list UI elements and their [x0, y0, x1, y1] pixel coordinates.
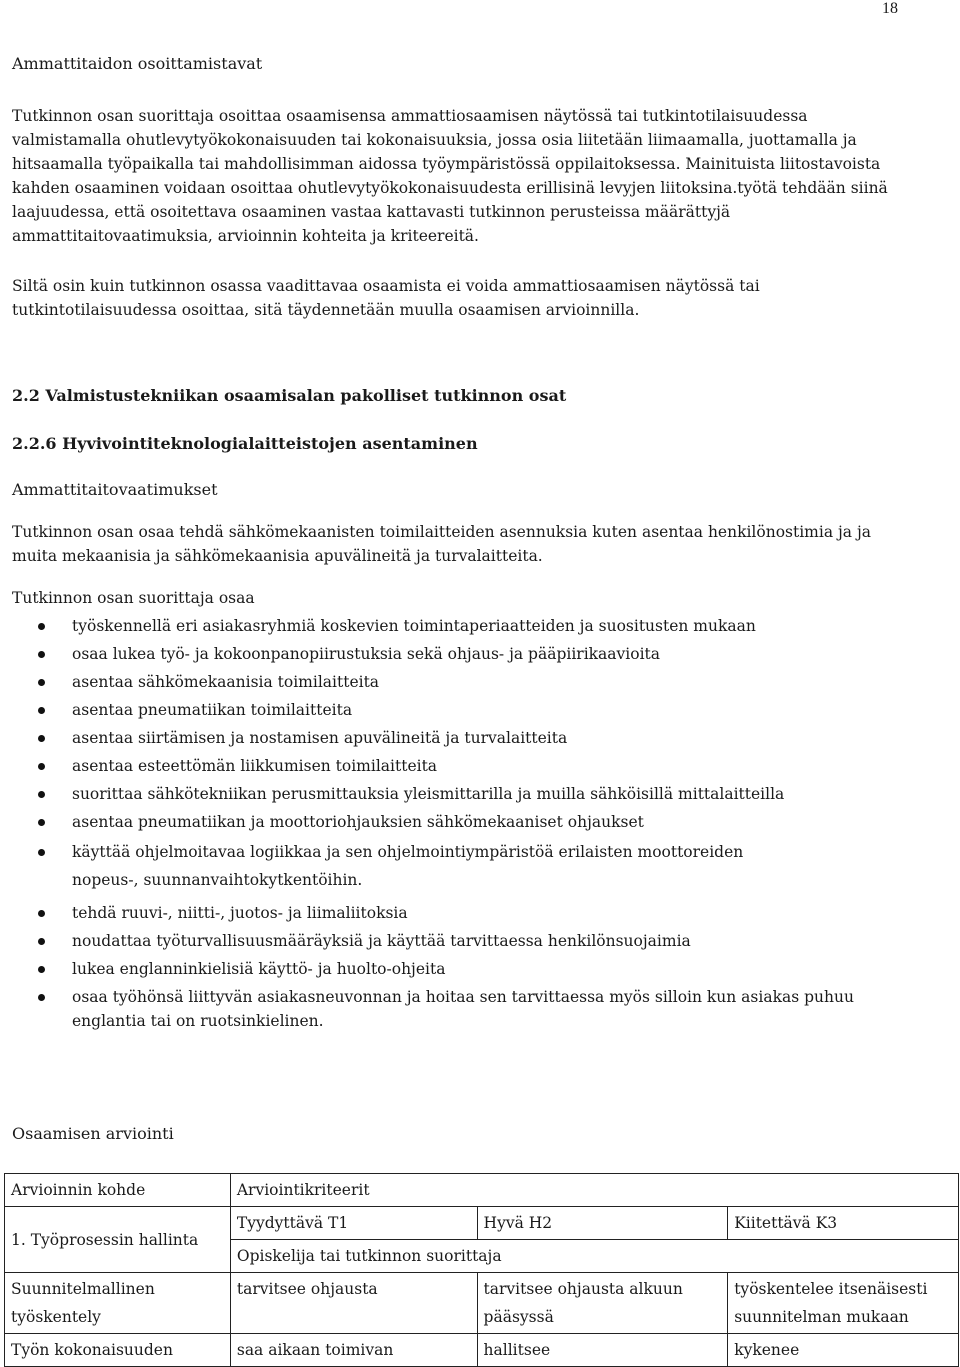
bullet-icon: [38, 651, 45, 658]
table-row: [5, 1273, 959, 1334]
bullet-icon: [38, 819, 45, 826]
table-cell: Suunnitelmallinen työskentely: [5, 1273, 231, 1334]
table-cell-k3: Kiitettävä K3: [728, 1207, 959, 1240]
list-item: työskennellä eri asiakasryhmiä koskevien toimintaperiaatteiden ja suositusten mukaan: [12, 614, 912, 638]
skills-list: [12, 614, 912, 1033]
bullet-icon: [38, 763, 45, 770]
table-subheader: Opiskelija tai tutkinnon suorittaja: [230, 1240, 958, 1273]
table-cell-t1: Tyydyttävä T1: [230, 1207, 477, 1240]
heading-2-2-6: 2.2.6 Hyvivointiteknologialaitteistojen asentaminen: [12, 434, 478, 453]
bullet-icon: [38, 791, 45, 798]
list-item: käyttää ohjelmoitavaa logiikkaa ja sen ohjelmointiympäristöä erilaisten moottoreiden nopeus-, suunnanvaihtokytkentöihin.: [12, 838, 812, 894]
table-cell: saa aikaan toimivan: [230, 1334, 477, 1367]
table-cell: tarvitsee ohjausta alkuun pääsyssä: [477, 1273, 728, 1334]
table-cell: hallitsee: [477, 1334, 728, 1367]
table-cell: tarvitsee ohjausta: [230, 1273, 477, 1334]
bullet-icon: [38, 994, 45, 1001]
table-row: [5, 1334, 959, 1367]
table-cell-h2: Hyvä H2: [477, 1207, 728, 1240]
section-title-ammattitaitovaatimukset: Ammattitaitovaatimukset: [12, 480, 218, 499]
bullet-icon: [38, 707, 45, 714]
document-body: [12, 52, 912, 1033]
heading-2-2: 2.2 Valmistustekniikan osaamisalan pakolliset tutkinnon osat: [12, 386, 567, 405]
paragraph-taydentaminen: Siltä osin kuin tutkinnon osassa vaadittavaa osaamista ei voida ammattiosaamisen näytössä tai tutkintotilaisuudessa osoittaa, sitä täydennetään muulla osaamisen arvioinnilla.: [12, 277, 760, 319]
bullet-icon: [38, 735, 45, 742]
table-header-kohde: Arvioinnin kohde: [5, 1174, 231, 1207]
list-item: asentaa pneumatiikan ja moottoriohjauksien sähkömekaaniset ohjaukset: [12, 810, 912, 834]
paragraph-ammattitaito: Tutkinnon osan osaa tehdä sähkömekaanisten toimilaitteiden asennuksia kuten asentaa henkilönostimia ja ja muita mekaanisia ja sähkömekaanisia apuvälineitä ja turvalaitteita.: [12, 523, 872, 565]
list-item: osaa lukea työ- ja kokoonpanopiirustuksia sekä ohjaus- ja pääpiirikaavioita: [12, 642, 912, 666]
bullet-icon: [38, 623, 45, 630]
table-cell-tyoprosessi: 1. Työprosessin hallinta: [5, 1207, 231, 1273]
bullet-icon: [38, 679, 45, 686]
list-item: tehdä ruuvi-, niitti-, juotos- ja liimaliitoksia: [12, 901, 912, 925]
list-item: asentaa esteettömän liikkumisen toimilaitteita: [12, 754, 912, 778]
paragraph-suoritustapa: Tutkinnon osan suorittaja osoittaa osaamisensa ammattiosaamisen näytössä tai tutkintotilaisuudessa valmistamalla ohutlevytyökokonaisuuden tai kokonaisuuksia, jossa osia liitetään liimaamalla, juottamalla ja hitsaamalla työpaikalla tai mahdollisimman aidossa työympäristössä oppilaitoksessa. Mainituista liitostavoista kahden osaaminen voidaan osoittaa ohutlevytyökokonaisuudesta erillisinä levyjen liitoksina.työtä tehdään siinä laajuudessa, että osoitettava osaaminen vastaa kattavasti tutkinnon perusteissa määrättyjä ammattitaitovaatimuksia, arvioinnin kohteita ja kriteereitä.: [12, 107, 888, 245]
table-row: [5, 1207, 959, 1240]
section-title-osoittamistavat: Ammattitaidon osoittamistavat: [12, 54, 263, 73]
bullet-icon: [38, 849, 45, 856]
list-item: lukea englanninkielisiä käyttö- ja huolto-ohjeita: [12, 957, 912, 981]
table-header-kriteerit: Arviointikriteerit: [230, 1174, 958, 1207]
list-item: osaa työhönsä liittyvän asiakasneuvonnan ja hoitaa sen tarvittaessa myös silloin kun asiakas puhuu englantia tai on ruotsinkielinen.: [12, 985, 872, 1033]
bullet-icon: [38, 966, 45, 973]
bullet-icon: [38, 910, 45, 917]
list-intro: Tutkinnon osan suorittaja osaa: [12, 589, 255, 607]
list-item: asentaa sähkömekaanisia toimilaitteita: [12, 670, 912, 694]
section-title-arviointi: Osaamisen arviointi: [12, 1124, 174, 1143]
page-number: 18: [882, 0, 898, 17]
table-cell: kykenee: [728, 1334, 959, 1367]
list-item: asentaa siirtämisen ja nostamisen apuvälineitä ja turvalaitteita: [12, 726, 912, 750]
table-cell: työskentelee itsenäisesti suunnitelman mukaan: [728, 1273, 959, 1334]
list-item: suorittaa sähkötekniikan perusmittauksia yleismittarilla ja muilla sähköisillä mittalaitteilla: [12, 782, 912, 806]
list-item: noudattaa työturvallisuusmääräyksiä ja käyttää tarvittaessa henkilönsuojaimia: [12, 929, 912, 953]
table-cell: Työn kokonaisuuden: [5, 1334, 231, 1367]
assessment-table: [4, 1173, 959, 1367]
list-item: asentaa pneumatiikan toimilaitteita: [12, 698, 912, 722]
table-row: [5, 1174, 959, 1207]
bullet-icon: [38, 938, 45, 945]
